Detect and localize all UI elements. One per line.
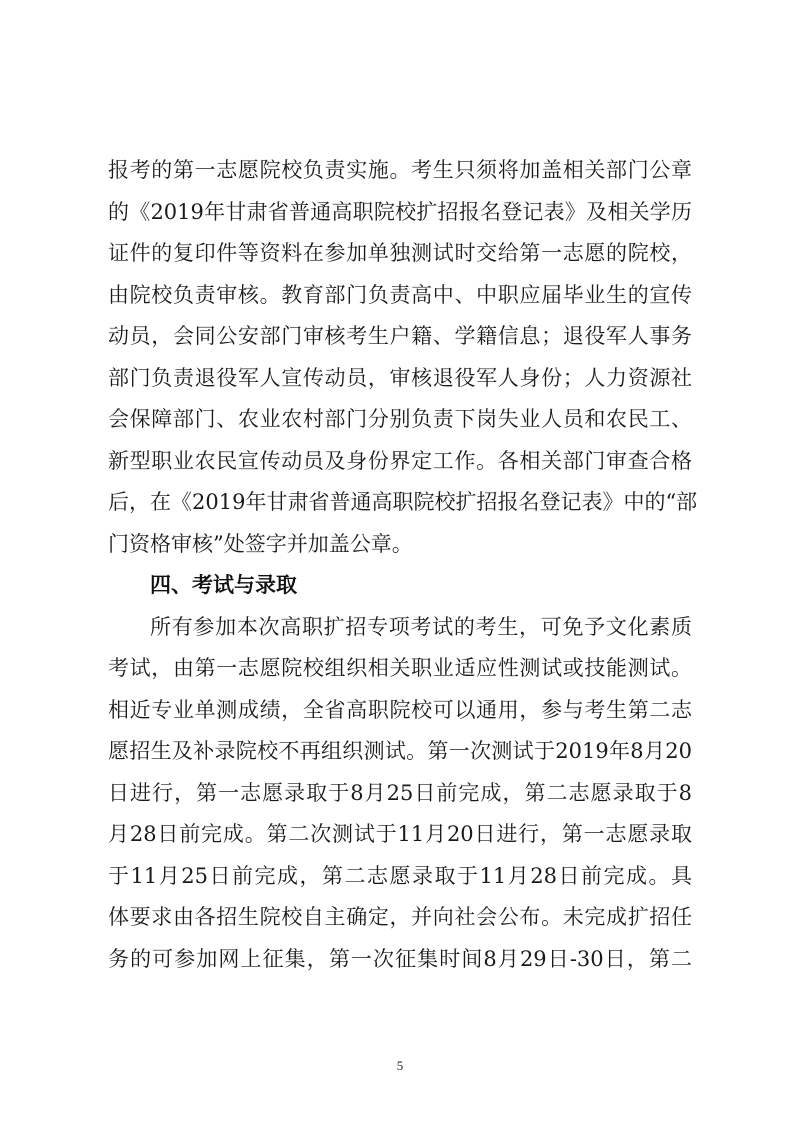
text-line: 由院校负责审核。教育部门负责高中、中职应届毕业生的宣传 [108, 282, 692, 307]
text-line: 报考的第一志愿院校负责实施。考生只须将加盖相关部门公章 [108, 158, 692, 182]
text-line: 部门负责退役军人宣传动员，审核退役军人身份；人力资源社 [108, 365, 692, 390]
text-line: 愿招生及补录院校不再组织测试。第一次测试于2019年8月20 [108, 739, 692, 763]
text-line: 新型职业农民宣传动员及身份界定工作。各相关部门审查合格 [108, 448, 692, 473]
text-line: 体要求由各招生院校自主确定，并向社会公布。未完成扩招任 [108, 905, 692, 929]
text-line: 动员，会同公安部门审核考生户籍、学籍信息；退役军人事务 [108, 324, 692, 348]
text-line: 于11月25日前完成，第二志愿录取于11月28日前完成。具 [108, 863, 692, 888]
text-line: 考试，由第一志愿院校组织相关职业适应性测试或技能测试。 [108, 656, 692, 680]
text-line: 务的可参加网上征集，第一次征集时间8月29日-30日，第二 [108, 946, 692, 971]
text-line: 日进行，第一志愿录取于8月25日前完成，第二志愿录取于8 [108, 780, 692, 805]
text-line: 会保障部门、农业农村部门分别负责下岗失业人员和农民工、 [108, 407, 692, 431]
section-heading: 四、考试与录取 [150, 573, 297, 597]
page-number: 5 [396, 1058, 404, 1073]
text-line: 门资格审核”处签字并加盖公章。 [108, 531, 413, 556]
text-line: 月28日前完成。第二次测试于11月20日进行，第一志愿录取 [108, 822, 692, 846]
text-line: 所有参加本次高职扩招专项考试的考生，可免予文化素质 [150, 614, 692, 639]
text-line: 后，在《2019年甘肃省普通高职院校扩招报名登记表》中的“部 [108, 490, 698, 514]
body-text [108, 150, 698, 980]
text-line: 的《2019年甘肃省普通高职院校扩招报名登记表》及相关学历 [108, 199, 692, 224]
text-line: 相近专业单测成绩，全省高职院校可以通用，参与考生第二志 [108, 697, 692, 722]
text-line: 证件的复印件等资料在参加单独测试时交给第一志愿的院校， [108, 241, 692, 265]
